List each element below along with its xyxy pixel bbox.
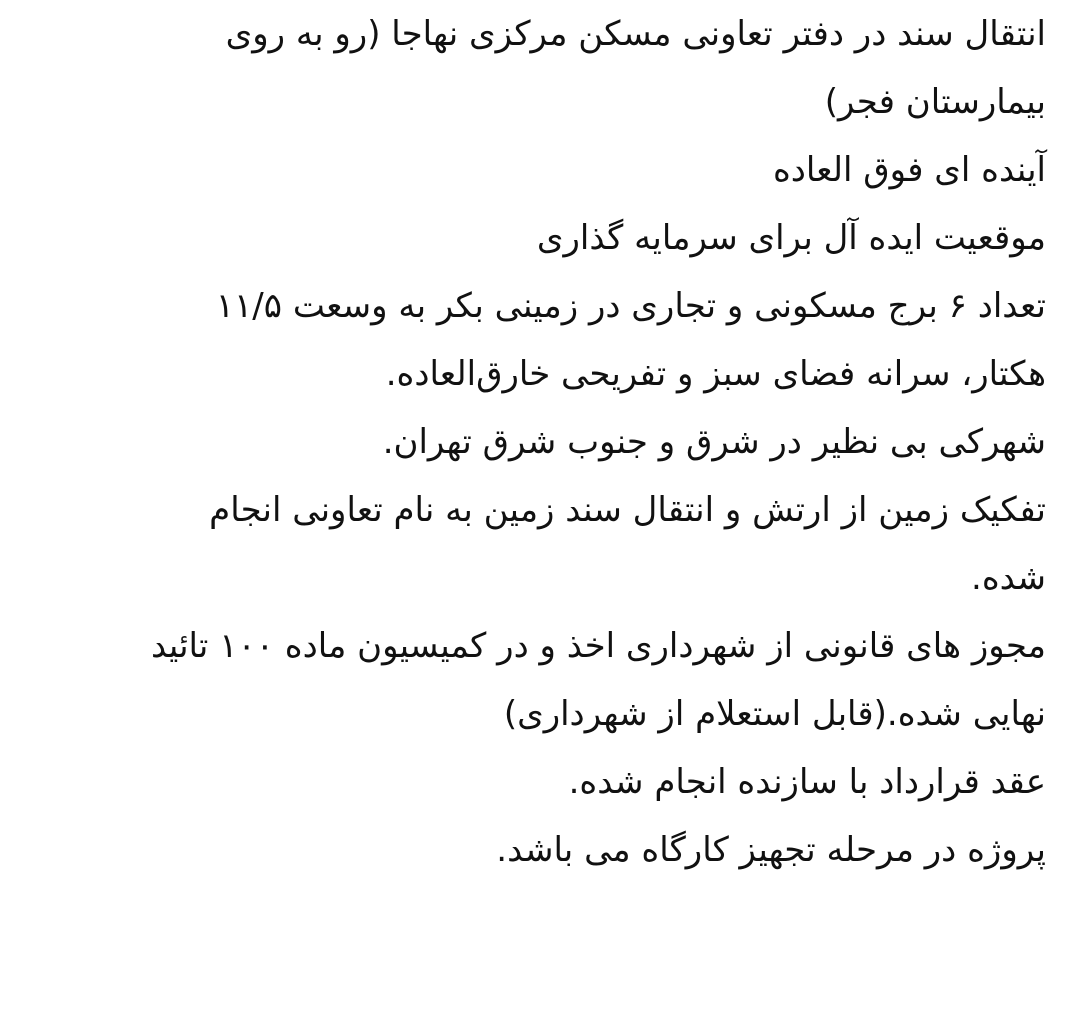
text-line: تفکیک زمین از ارتش و انتقال سند زمین به نام تعاونی انجام — [209, 490, 1046, 530]
text-line: آینده ای فوق العاده — [772, 150, 1046, 190]
text-line: عقد قرارداد با سازنده انجام شده. — [568, 762, 1046, 802]
text-line: بیمارستان فجر) — [824, 82, 1046, 122]
document-body — [46, 0, 1046, 884]
text-line: نهایی شده.(قابل استعلام از شهرداری) — [503, 694, 1046, 734]
text-line: شهرکی بی نظیر در شرق و جنوب شرق تهران. — [382, 422, 1046, 462]
text-line: موقعیت ایده آل برای سرمایه گذاری — [536, 218, 1046, 258]
text-line: مجوز های قانونی از شهرداری اخذ و در کمیسیون ماده ۱۰۰ تائید — [150, 626, 1046, 666]
text-line: تعداد ۶ برج مسکونی و تجاری در زمینی بکر به وسعت ۱۱/۵ — [215, 286, 1046, 326]
text-line: هکتار، سرانه فضای سبز و تفریحی خارق‌العاده. — [385, 354, 1046, 394]
text-line: شده. — [971, 558, 1046, 598]
text-line: انتقال سند در دفتر تعاونی مسکن مرکزی نهاجا (رو به روی — [225, 14, 1046, 54]
text-line: پروژه در مرحله تجهیز کارگاه می باشد. — [496, 830, 1046, 870]
